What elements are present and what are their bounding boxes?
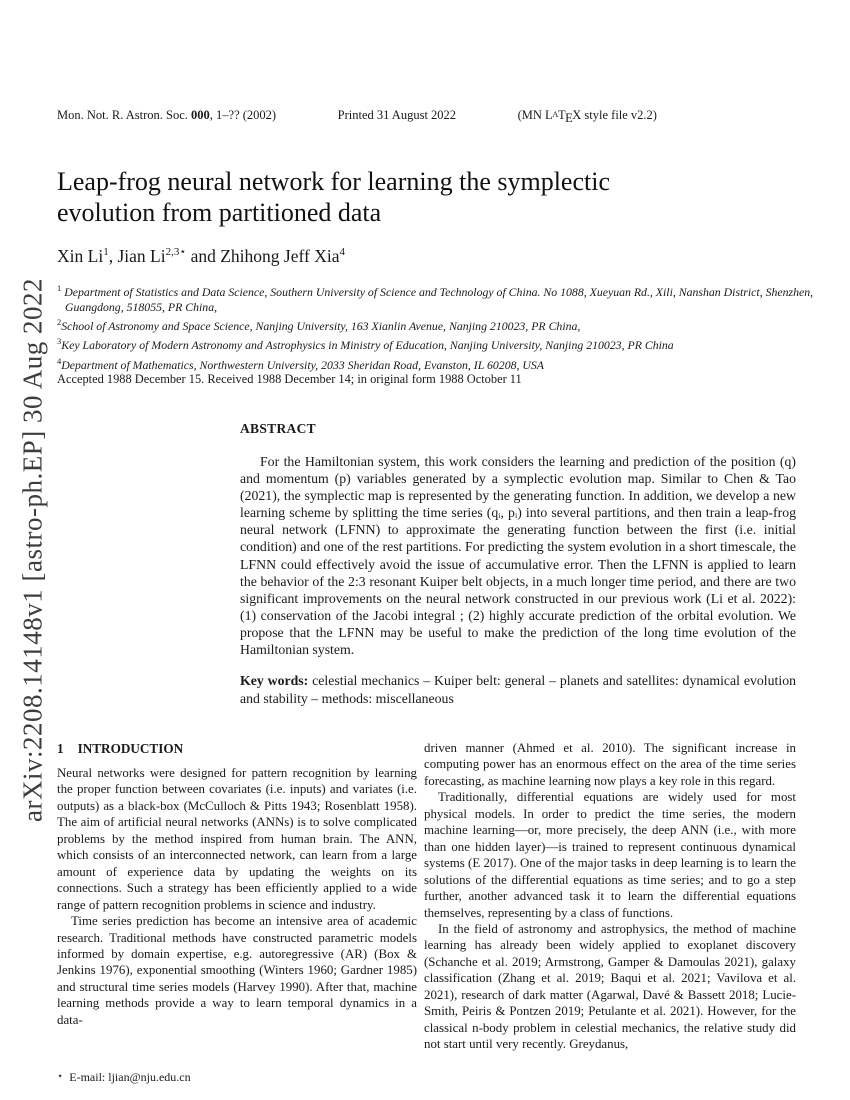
intro-paragraph: In the field of astronomy and astrophysics, the method of machine learning has already been widely applied to exoplanet discovery (Schanche et al. 2019; Armstrong, Gamper & Damoulas 2021), galaxy classification (Zhang et al. 2019; Baqui et al. 2021; Vavilova et al. 2021), research of dark matter (Agarwal, Davé & Bassett 2018; Lucie-Smith, Peiris & Pontzen 2019; Petulante et al. 2021). However, for the classical n-body problem in celestial mechanics, the relative study did not start until very recently. Greydanus,	[424, 921, 796, 1052]
section-title: INTRODUCTION	[77, 741, 184, 756]
intro-paragraph: Time series prediction has become an intensive area of academic research. Traditional methods have constructed parametric models informed by domain expertise, e.g. autoregressive (AR) (Box & Jenkins 1976), exponential smoothing (Winters 1960; Gardner 1985) and structural time series models (Harvey 1990). After that, machine learning methods provide a way to learn temporal dynamics in a data-	[57, 914, 417, 1027]
style-file-note: (MN LATEX style file v2.2)	[517, 108, 657, 125]
footnote-star-marker: ⋆	[57, 1071, 64, 1082]
author-affil-marker: 1	[103, 246, 109, 258]
section-number: 1	[57, 741, 64, 756]
author-affil-marker: 4	[339, 246, 345, 258]
intro-column-left	[57, 765, 417, 1028]
author: Jian $Li^{2,3⋆}$ and	[117, 245, 221, 266]
journal-volume: 000	[191, 108, 210, 122]
affiliation: $^4$Department of Mathematics, Northwestern University, 2033 Sheridan Road, Evanston, IL 60208, USA	[57, 355, 545, 372]
affiliation: $^1$ Department of Statistics and Data Science, Southern University of Science and Technology of China. No 1088, Xueyuan Rd., Xili, Nanshan District, Shenzhen, Guangdong, 518055, PR China,	[57, 283, 814, 315]
keywords-label: Key words:	[240, 673, 309, 689]
printed-date: Printed 31 August 2022	[337, 108, 457, 122]
affiliation: $^3$Key Laboratory of Modern Astronomy and Astrophysics in Ministry of Education, Nanjing University, Nanjing 210023, PR China	[57, 336, 674, 353]
author-affil-marker: 2,3⋆	[165, 246, 187, 258]
paper-title	[57, 166, 797, 228]
abstract-block	[240, 421, 796, 707]
dates-line: Accepted 1988 December 15. Received 1988 December 14; in original form 1988 October 11	[57, 372, 522, 386]
intro-column-right	[424, 740, 796, 1053]
paper-title-line1: Leap-frog neural network for learning the symplectic	[57, 167, 610, 196]
journal-reference: Mon. Not. R. Astron. Soc. 000, 1–?? (2002)	[57, 108, 277, 122]
author: Xin Li$^1$,	[57, 245, 118, 266]
affiliation-list	[57, 281, 850, 373]
abstract-heading: ABSTRACT	[240, 421, 316, 436]
author: Zhihong Jeff Xia$^4$	[220, 245, 345, 266]
intro-paragraph: Traditionally, differential equations are widely used for most physical models. In order to predict the time series, the modern machine learning—or, more precisely, the deep ANN (i.e., with more than one hidden layer)—is trained to represent continuous dynamical systems (E 2017). One of the major tasks in deep learning is to learn the solutions of the differential equations as time series; and to go a step further, another advanced task it to learn the differential equations themselves, representing by a class of functions.	[424, 790, 796, 920]
intro-paragraph: Neural networks were designed for pattern recognition by learning the proper function between covariates (i.e. inputs) and variates (i.e. outputs) as a black-box (McCulloch & Pitts 1943; Rosenblatt 1958). The aim of artificial neural networks (ANNs) is to solve complicated problems by the method inspired from human brain. The ANN, which consists of an interconnected network, can learn from a large amount of experience data by updating the weights on its connections. Such a strategy has been efficiently applied to a wide range of pattern recognition problems in science and industry.	[57, 766, 417, 912]
intro-paragraph: driven manner (Ahmed et al. 2010). The significant increase in computing power has an enormous effect on the area of the time series forecasting, as machine learning now plays a key role in this regard.	[424, 741, 796, 788]
keywords-text: celestial mechanics – Kuiper belt: general – planets and satellites: dynamical evolution and stability – methods: miscellaneous	[240, 673, 796, 706]
email-footnote	[57, 1070, 191, 1085]
latex-logo: LATEX	[545, 108, 582, 125]
keywords-line	[240, 672, 796, 707]
paper-title-line2: evolution from partitioned data	[57, 198, 382, 227]
arxiv-watermark: arXiv:2208.14148v1 [astro-ph.EP] 30 Aug 2022	[17, 278, 48, 822]
footnote-email-text: E-mail: ljian@nju.edu.cn	[69, 1070, 191, 1084]
running-header	[57, 108, 657, 126]
section-heading-introduction	[57, 741, 183, 757]
abstract-text: For the Hamiltonian system, this work considers the learning and prediction of the position (q) and momentum (p) variables generated by a symplectic evolution map. Similar to Chen & Tao (2021), the symplectic map is represented by the generating function. In addition, we develop a new learning scheme by splitting the time series (qᵢ, pᵢ) into several partitions, and then train a leap-frog neural network (LFNN) to approximate the generating function between the first (i.e. initial condition) and one of the rest partitions. For predicting the system evolution in a short timescale, the LFNN could effectively avoid the issue of accumulative error. Then the LFNN is applied to learn the behavior of the 2:3 resonant Kuiper belt objects, in a much longer time period, and there are two significant improvements on the neural network constructed in our previous work (Li et al. 2022): (1) conservation of the Jacobi integral ; (2) highly accurate prediction of the orbital evolution. We propose that the LFNN may be useful to make the prediction of the long time evolution of the Hamiltonian system.	[240, 454, 796, 658]
author-list	[57, 245, 797, 267]
affiliation: $^2$School of Astronomy and Space Science, Nanjing University, 163 Xianlin Avenue, Nanjing 210023, PR China,	[57, 317, 581, 334]
